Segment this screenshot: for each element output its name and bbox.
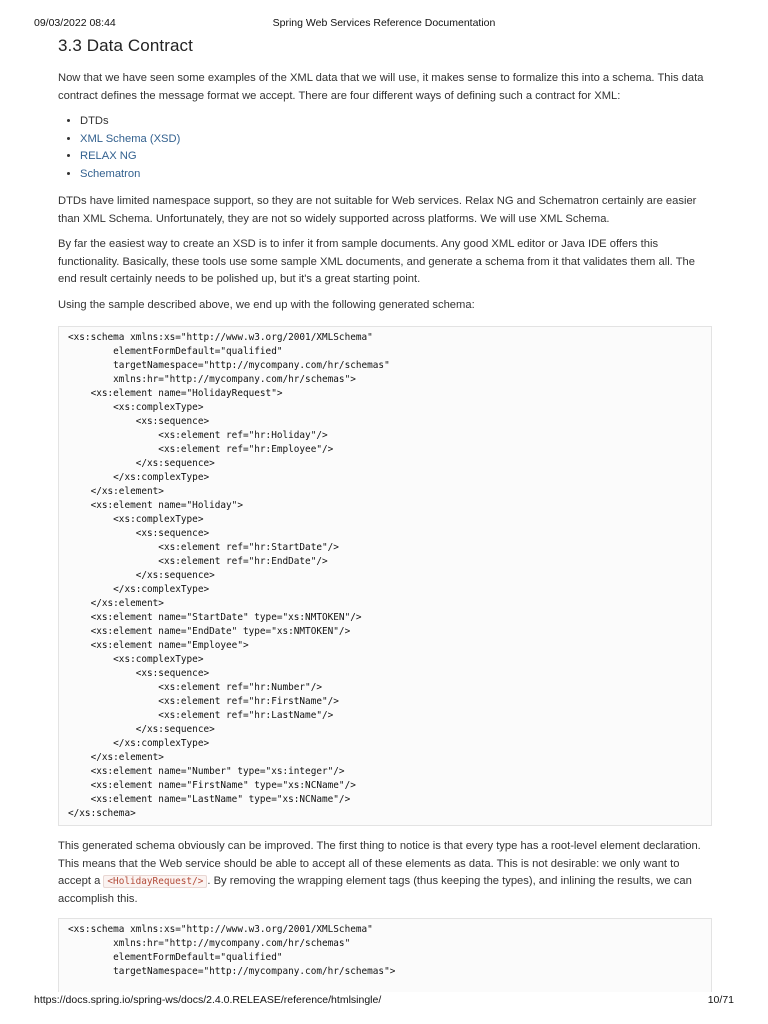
improved-schema-code-block: <xs:schema xmlns:xs="http://www.w3.org/2001/XMLSchema" xmlns:hr="http://mycompany.com/hr/schemas" elementFormDefault="qualified" targetNamespace="http://mycompany.com/hr/schemas"> xyxy=(58,918,712,992)
intro-paragraph: Now that we have seen some examples of the XML data that we will use, it makes sense to formalize this into a schema. This data contract defines the message format we accept. There are four different ways of defining such a contract for XML: xyxy=(58,72,704,102)
generated-schema-intro: Using the sample described above, we end up with the following generated schema: xyxy=(58,298,475,311)
contract-types-list xyxy=(58,113,712,183)
page-number: 10/71 xyxy=(707,994,734,1006)
improvement-paragraph xyxy=(58,838,712,908)
print-footer-url: https://docs.spring.io/spring-ws/docs/2.4.0.RELEASE/reference/htmlsingle/ xyxy=(34,994,382,1006)
document-content xyxy=(58,36,712,992)
list-item-relaxng xyxy=(80,148,712,166)
section-heading: 3.3 Data Contract xyxy=(58,36,193,55)
print-header-title: Spring Web Services Reference Documentation xyxy=(272,17,496,29)
improvement-text-end: . By removing the wrapping element tags (thus keeping the types), and inlining the results, we can accomplish this. xyxy=(58,875,692,905)
generated-schema-code-block: <xs:schema xmlns:xs="http://www.w3.org/2001/XMLSchema" elementFormDefault="qualified" targetNamespace="http://mycompany.com/hr/schemas" xmlns:hr="http://mycompany.com/hr/schemas"> <xs:element name="HolidayRequest"> <xs:complexType> <xs:sequence> <xs:element ref="hr:Holiday"/> <xs:element ref="hr:Employee"/> </xs:sequence> </xs:complexType> </xs:element> <xs:element name="Holiday"> <xs:complexType> <xs:sequence> <xs:element ref="hr:StartDate"/> <xs:element ref="hr:EndDate"/> </xs:sequence> </xs:complexType> </xs:element> <xs:element name="StartDate" type="xs:NMTOKEN"/> <xs:element name="EndDate" type="xs:NMTOKEN"/> <xs:element name="Employee"> <xs:complexType> <xs:sequence> <xs:element ref="hr:Number"/> <xs:element ref="hr:FirstName"/> <xs:element ref="hr:LastName"/> </xs:sequence> </xs:complexType> </xs:element> <xs:element name="Number" type="xs:integer"/> <xs:element name="FirstName" type="xs:NCName"/> <xs:element name="LastName" type="xs:NCName"/> </xs:schema> xyxy=(58,326,712,826)
list-item-xsd xyxy=(80,131,712,149)
list-item-label: DTDs xyxy=(80,115,109,127)
list-item-dtds xyxy=(80,113,712,131)
dtd-paragraph: DTDs have limited namespace support, so they are not suitable for Web services. Relax NG and Schematron certainly are easier than XML Schema. Unfortunately, they are not so widely supported across platforms. We will use XML Schema. xyxy=(58,195,697,225)
xml-schema-link[interactable]: XML Schema (XSD) xyxy=(80,132,181,145)
list-item-schematron xyxy=(80,166,712,184)
print-datetime: 09/03/2022 08:44 xyxy=(34,17,116,29)
schematron-link[interactable]: Schematron xyxy=(80,167,141,180)
improvement-text-start: This generated schema obviously can be improved. The first thing to notice is that every type has a root-level element declaration. This means that the Web service should be able to accept all of these elements as data. This is not desirable: we only want to accept a xyxy=(58,840,701,887)
holiday-request-inline-code: <HolidayRequest/> xyxy=(103,875,207,888)
relax-ng-link[interactable]: RELAX NG xyxy=(80,150,137,162)
infer-xsd-paragraph: By far the easiest way to create an XSD is to infer it from sample documents. Any good XML editor or Java IDE offers this functionality. Basically, these tools use some sample XML documents, and generate a schema from it that validates them all. The end result certainly needs to be polished up, but it's a great starting point. xyxy=(58,238,695,285)
